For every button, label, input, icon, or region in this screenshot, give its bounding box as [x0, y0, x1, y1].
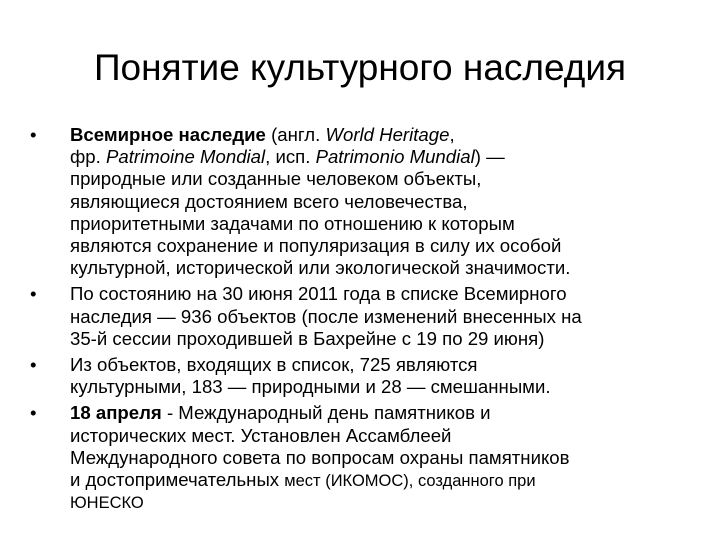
bullet-dot: •	[30, 283, 37, 305]
bullet-2-line-2: наследия — 936 объектов (после изменений внесенных на	[70, 305, 582, 327]
bullet-list	[30, 124, 702, 514]
bullet-dot: •	[30, 124, 37, 145]
bullet-object-types	[30, 354, 702, 398]
bullet-1-line-2: фр. Patrimoine Mondial, исп. Patrimonio Mundial) —	[70, 146, 505, 168]
bullet-world-heritage	[30, 124, 702, 279]
bullet-object-count	[30, 283, 702, 350]
bullet-4-line-1: 18 апреля - Международный день памятников и	[70, 402, 491, 424]
bullet-3-line-2: культурными, 183 — природными и 28 — смешанными.	[70, 376, 551, 398]
date-highlight: 18 апреля	[70, 402, 162, 424]
bullet-4-line-5: ЮНЕСКО	[70, 494, 144, 513]
bullet-monuments-day	[30, 402, 702, 514]
bullet-4-line-4: и достопримечательных мест (ИКОМОС), созданного при	[70, 469, 536, 491]
bullet-2-line-1: По состоянию на 30 июня 2011 года в списке Всемирного	[70, 283, 567, 305]
bullet-1-line-5: приоритетными задачами по отношению к которым	[70, 212, 515, 234]
bullet-4-line-3: Международного совета по вопросам охраны памятников	[70, 446, 570, 468]
slide-title: Понятие культурного наследия	[93, 47, 627, 88]
bullet-1-line-7: культурной, исторической или экологической значимости.	[70, 257, 571, 279]
bullet-4-line-2: исторических мест. Установлен Ассамблеей	[70, 424, 452, 446]
term-world-heritage: Всемирное наследие	[70, 124, 266, 145]
bullet-1-line-4: являющиеся достоянием всего человечества,	[70, 190, 468, 212]
bullet-1-line-1: Всемирное наследие (англ. World Heritage,	[70, 124, 455, 145]
bullet-3-line-1: Из объектов, входящих в список, 725 являются	[70, 354, 478, 376]
bullet-1-line-6: являются сохранение и популяризация в силу их особой	[70, 235, 562, 257]
bullet-dot: •	[30, 354, 37, 376]
bullet-2-line-3: 35-й сессии проходившей в Бахрейне с 19 по 29 июня)	[70, 327, 545, 349]
bullet-1-line-3: природные или созданные человеком объекты,	[70, 168, 482, 190]
bullet-dot: •	[30, 402, 37, 424]
